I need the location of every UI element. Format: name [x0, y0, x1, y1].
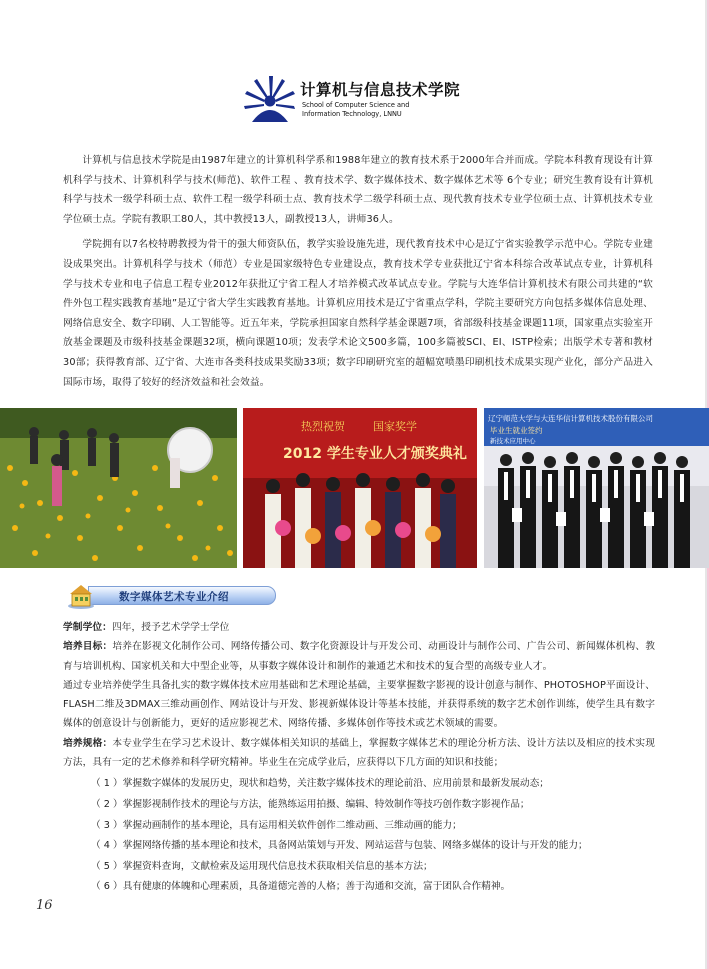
goal-line-2: 通过专业培养使学生具备扎实的数字媒体技术应用基础和艺术理论基础，主要掌握数字影视的设计创意与制作、PHOTOSHOP平面设计、FLASH二维及3DMAX三维动画创作、网站设计与开发、影视新媒体设计等基本技能，并获得系统的数字艺术创作训练，使学生具有数字媒体的创意设计与创新能力，更好的适应影视艺术、网络传播、多媒体创作等技术或艺术领域的需要。	[63, 679, 655, 730]
photo-award-ceremony	[243, 408, 477, 568]
photo-flower-field	[0, 408, 237, 568]
college-logo	[242, 72, 482, 130]
signing-banner-line2: 毕业生就业签约	[490, 426, 543, 435]
signing-ceremony-image	[484, 408, 709, 568]
section-title: 数字媒体艺术专业介绍	[119, 591, 229, 603]
spec-line	[63, 734, 655, 773]
signing-banner-line1: 辽宁师范大学与大连华信计算机技术股份有限公司	[488, 414, 653, 423]
intro-paragraph-2: 学院拥有以7名校特聘教授为骨干的强大师资队伍，教学实验设施先进，现代教育技术中心是辽宁省实验教学示范中心。学院专业建设成果突出。计算机科学与技术（师范）专业是国家级特色专业建设点，教育技术学专业获批辽宁省本科综合改革试点专业，计算机科学与技术专业和电子信息工程专业2012年获批辽宁省工程人才培养模式改革试点专业。学院与大连华信计算机技术有限公司共建的“软件外包工程实践教育基地”是辽宁省大学生实践教育基地。计算机应用技术是辽宁省重点学科，学院主要研究方向包括多媒体信息处理、网络信息安全、数字印刷、人工智能等。近五年来，学院承担国家自然科学基金课题7项，省部级科技基金课题11项，国家重点实验室开放基金课题及市级科技基金课题32项，横向课题10项；发表学术论文500多篇，100多篇被SCI、EI、ISTP检索；出版学术专著和教材30部；获得教育部、辽宁省、大连市各类科技成果奖励33项；数字印刷研究室的超幅宽喷墨印刷机技术成果实现产业化，部分产品进入国际市场，取得了较好的经济效益和社会效益。	[63, 239, 653, 388]
major-description	[63, 618, 655, 898]
signing-banner-line3: 新技术应用中心	[490, 437, 536, 445]
ceremony-board-text: 2012 学生专业人才颁奖典礼	[283, 446, 467, 462]
list-item: （ 6 ）具有健康的体魄和心理素质，具备道德完善的人格；善于沟通和交流，富于团队合作精神。	[91, 881, 511, 893]
section-banner-bar	[88, 586, 276, 605]
spec-text: 本专业学生在学习艺术设计、数字媒体相关知识的基础上，掌握数字媒体艺术的理论分析方法、设计方法以及相应的技术实现方法，具有一定的艺术修养和科学研究精神。毕业生在完成学业后，应获得以下几方面的知识和技能；	[63, 737, 655, 769]
skill-list	[63, 774, 655, 898]
building-icon	[66, 580, 96, 610]
award-ceremony-image	[243, 408, 477, 568]
college-name-en-line2: Information Technology, LNNU	[302, 109, 402, 118]
goal-line	[63, 637, 655, 676]
banner-left-text: 热烈祝贺	[301, 420, 345, 433]
list-item: （ 2 ）掌握影视制作技术的理论与方法，能熟练运用拍摄、编辑、特效制作等技巧创作数字影视作品；	[91, 798, 530, 810]
college-name-cn: 计算机与信息技术学院	[300, 81, 461, 99]
college-intro	[63, 151, 653, 398]
list-item: （ 5 ）掌握资料查询，文献检索及运用现代信息技术获取相关信息的基本方法；	[91, 860, 433, 872]
list-item: （ 4 ）掌握网络传播的基本理论和技术，具备网站策划与开发、网站运营与包装、网络多媒体的设计与开发的能力；	[91, 840, 588, 852]
college-name-en-line1: School of Computer Science and	[302, 101, 410, 109]
college-emblem-icon	[242, 72, 298, 128]
list-item: （ 1 ）掌握数字媒体的发展历史，现状和趋势，关注数字媒体技术的理论前沿、应用前景和最新发展动态；	[91, 778, 549, 790]
goal-text: 培养在影视文化制作公司、网络传播公司、数字化资源设计与开发公司、动画设计与制作公司、广告公司、新闻媒体机构、教育与培训机构、国家机关和大中型企业等，从事数字媒体设计和制作的兼通艺术和技术的复合型的高级专业人才。	[63, 641, 655, 672]
list-item: （ 3 ）掌握动画制作的基本理论，具有运用相关软件创作二维动画、三维动画的能力；	[91, 819, 462, 831]
photo-signing-ceremony	[484, 408, 709, 568]
page-number: 16	[36, 898, 53, 913]
degree-text: 四年，授予艺术学学士学位	[111, 622, 230, 633]
goal-label: 培养目标：	[63, 641, 113, 653]
degree-line	[63, 618, 655, 637]
spec-label: 培养规格：	[63, 737, 113, 749]
college-name-en	[302, 101, 409, 118]
intro-paragraph-1: 计算机与信息技术学院是由1987年建立的计算机科学系和1988年建立的教育技术系于2000年合并而成。学院本科教育现设有计算机科学与技术、计算机科学与技术(师范)、软件工程 、教育技术学、数字媒体技术、数字媒体艺术等 6个专业；研究生教育设有计算机科学与技术一级学科硕士点、软件工程一级学科硕士点、教育技术学二级学科硕士点、现代教育技术专业学位硕士点、计算机技术专业学位硕士点。学院有教职工80人，其中教授13人，副教授13人，讲师36人。	[63, 155, 653, 225]
flower-field-image	[0, 408, 237, 568]
degree-label: 学制学位：	[63, 622, 112, 633]
section-banner	[66, 580, 274, 610]
banner-right-text: 国家奖学	[373, 420, 417, 433]
photo-strip	[0, 408, 709, 568]
